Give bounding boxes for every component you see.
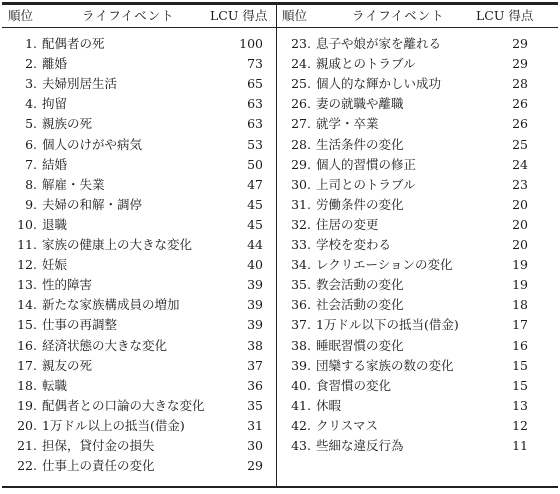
event-cell: 睡眠習慣の変化: [316, 337, 404, 353]
table-row: [0, 255, 560, 274]
event-cell: 夫婦の和解・調停: [42, 196, 143, 212]
event-cell: 些細な違反行為: [316, 438, 404, 453]
rank-cell: 15.: [17, 317, 37, 333]
rank-cell: 3.: [25, 76, 37, 92]
event-cell: 教会活動の変化: [316, 277, 404, 293]
rank-cell: 17.: [17, 357, 37, 373]
score-cell: 39: [247, 297, 263, 313]
table-row: [0, 235, 560, 254]
event-cell: 個人的習慣の修正: [316, 156, 417, 172]
event-cell: 親族の死: [42, 116, 93, 132]
table-row: [0, 114, 560, 133]
rank-cell: 20.: [17, 417, 37, 433]
table-row: [0, 54, 560, 73]
rank-cell: 4.: [25, 96, 37, 112]
rank-cell: 23.: [291, 36, 311, 51]
event-cell: 退職: [42, 216, 68, 232]
rank-cell: 32.: [291, 216, 311, 232]
score-cell: 38: [247, 337, 263, 353]
score-cell: 29: [512, 56, 528, 72]
table-row: [0, 195, 560, 214]
rank-cell: 34.: [291, 257, 311, 273]
header-event-right: ライフイベント: [352, 8, 445, 23]
header-score-right: LCU 得点: [476, 8, 534, 23]
event-cell: 生活条件の変化: [316, 136, 404, 152]
score-cell: 15: [512, 377, 528, 393]
score-cell: 40: [247, 257, 263, 273]
event-cell: 家族の健康上の大きな変化: [42, 237, 193, 252]
table-row: [0, 436, 560, 455]
rank-cell: 19.: [17, 397, 37, 413]
rank-cell: 26.: [291, 96, 311, 112]
score-cell: 20: [512, 196, 528, 212]
score-cell: 47: [247, 176, 263, 192]
rank-cell: 5.: [25, 116, 37, 132]
rank-cell: 7.: [25, 156, 37, 172]
event-cell: 住居の変更: [316, 216, 379, 232]
score-cell: 45: [247, 216, 263, 232]
event-cell: 個人のけがや病気: [42, 136, 143, 152]
event-cell: 親戚とのトラブル: [316, 56, 416, 72]
table-row: [0, 175, 560, 194]
score-cell: 29: [247, 458, 263, 474]
score-cell: 13: [512, 397, 528, 413]
event-cell: 経済状態の大きな変化: [42, 337, 168, 353]
event-cell: 妊娠: [42, 257, 68, 273]
event-cell: 解雇・失業: [42, 176, 105, 192]
event-cell: 団欒する家族の数の変化: [316, 357, 454, 373]
rank-cell: 12.: [17, 257, 37, 273]
score-cell: 39: [247, 317, 263, 333]
score-cell: 63: [247, 96, 263, 112]
rank-cell: 39.: [291, 357, 311, 373]
rank-cell: 43.: [291, 438, 311, 453]
event-cell: 学校を変わる: [316, 237, 392, 252]
score-cell: 19: [512, 277, 528, 293]
table-row: [0, 396, 560, 415]
rank-cell: 27.: [291, 116, 311, 132]
score-cell: 35: [247, 397, 263, 413]
table-row: [0, 74, 560, 93]
score-cell: 20: [512, 237, 528, 252]
table-row: [0, 456, 560, 475]
table-row: [0, 34, 560, 53]
table-row: [0, 215, 560, 234]
score-cell: 20: [512, 216, 528, 232]
score-cell: 23: [512, 176, 528, 192]
score-cell: 65: [247, 76, 263, 92]
rank-cell: 1.: [25, 36, 37, 51]
score-cell: 30: [247, 438, 263, 453]
event-cell: 1万ドル以下の抵当(借金): [316, 317, 459, 333]
event-cell: 性的障害: [42, 277, 93, 293]
event-cell: 親友の死: [42, 357, 93, 373]
header-rule: [2, 27, 558, 28]
header-score-left: LCU 得点: [210, 8, 268, 23]
score-cell: 12: [512, 417, 528, 433]
rank-cell: 14.: [17, 297, 37, 313]
rank-cell: 6.: [25, 136, 37, 152]
score-cell: 24: [512, 156, 528, 172]
table-row: [0, 155, 560, 174]
event-cell: 個人的な輝かしい成功: [316, 76, 442, 92]
score-cell: 15: [512, 357, 528, 373]
event-cell: 就学・卒業: [316, 116, 379, 132]
rank-cell: 13.: [17, 277, 37, 293]
score-cell: 50: [247, 156, 263, 172]
table-row: [0, 315, 560, 334]
event-cell: レクリエーションの変化: [316, 257, 453, 273]
score-cell: 16: [512, 337, 528, 353]
rank-cell: 41.: [291, 397, 311, 413]
event-cell: 転職: [42, 377, 68, 393]
score-cell: 36: [247, 377, 263, 393]
rank-cell: 30.: [291, 176, 311, 192]
event-cell: 妻の就職や離職: [316, 96, 404, 112]
score-cell: 29: [512, 36, 528, 51]
rank-cell: 16.: [17, 337, 37, 353]
score-cell: 45: [247, 196, 263, 212]
event-cell: 仕事上の責任の変化: [42, 458, 155, 474]
event-cell: 離婚: [42, 56, 68, 72]
table-row: [0, 94, 560, 113]
score-cell: 37: [247, 357, 263, 373]
rank-cell: 24.: [291, 56, 311, 72]
rank-cell: 21.: [17, 438, 37, 453]
event-cell: 担保，貸付金の損失: [42, 438, 155, 453]
score-cell: 17: [512, 317, 528, 333]
rank-cell: 25.: [291, 76, 311, 92]
rank-cell: 29.: [291, 156, 311, 172]
event-cell: 配偶者との口論の大きな変化: [42, 397, 205, 413]
rank-cell: 18.: [17, 377, 37, 393]
table-row: [0, 336, 560, 355]
event-cell: 配偶者の死: [42, 36, 105, 51]
event-cell: 息子や娘が家を離れる: [316, 36, 442, 51]
event-cell: 労働条件の変化: [316, 196, 404, 212]
score-cell: 25: [512, 136, 528, 152]
event-cell: 上司とのトラブル: [316, 176, 416, 192]
event-cell: 結婚: [42, 156, 68, 172]
score-cell: 53: [247, 136, 263, 152]
header-rank-right: 順位: [282, 8, 308, 23]
rank-cell: 2.: [25, 56, 37, 72]
score-cell: 18: [512, 297, 528, 313]
score-cell: 26: [512, 96, 528, 112]
score-cell: 100: [239, 36, 263, 51]
score-cell: 44: [247, 237, 263, 252]
event-cell: クリスマス: [316, 417, 379, 433]
table-row: [0, 275, 560, 294]
event-cell: 休暇: [316, 397, 342, 413]
event-cell: 新たな家族構成員の増加: [42, 297, 180, 313]
rank-cell: 28.: [291, 136, 311, 152]
event-cell: 仕事の再調整: [42, 317, 118, 333]
table-row: [0, 356, 560, 375]
rank-cell: 42.: [291, 417, 311, 433]
rank-cell: 38.: [291, 337, 311, 353]
score-cell: 31: [247, 417, 263, 433]
table-row: [0, 416, 560, 435]
table-row: [0, 295, 560, 314]
rank-cell: 8.: [25, 176, 37, 192]
rank-cell: 37.: [291, 317, 311, 333]
rank-cell: 9.: [25, 196, 37, 212]
table-row: [0, 376, 560, 395]
rank-cell: 40.: [291, 377, 311, 393]
score-cell: 11: [512, 438, 528, 453]
score-cell: 19: [512, 257, 528, 273]
header-event-left: ライフイベント: [82, 8, 175, 23]
score-cell: 26: [512, 116, 528, 132]
rank-cell: 35.: [291, 277, 311, 293]
event-cell: 食習慣の変化: [316, 377, 392, 393]
score-cell: 63: [247, 116, 263, 132]
score-cell: 73: [247, 56, 263, 72]
event-cell: 1万ドル以上の抵当(借金): [42, 417, 185, 433]
top-rule: [2, 2, 558, 5]
rank-cell: 22.: [17, 458, 37, 474]
rank-cell: 31.: [291, 196, 311, 212]
event-cell: 拘留: [42, 96, 68, 112]
rank-cell: 36.: [291, 297, 311, 313]
rank-cell: 33.: [291, 237, 311, 252]
header-rank-left: 順位: [8, 8, 34, 23]
rank-cell: 11.: [17, 237, 37, 252]
score-cell: 28: [512, 76, 528, 92]
score-cell: 39: [247, 277, 263, 293]
event-cell: 夫婦別居生活: [42, 76, 118, 92]
rank-cell: 10.: [17, 216, 37, 232]
event-cell: 社会活動の変化: [316, 297, 404, 313]
bottom-rule: [2, 486, 558, 488]
table-row: [0, 135, 560, 154]
